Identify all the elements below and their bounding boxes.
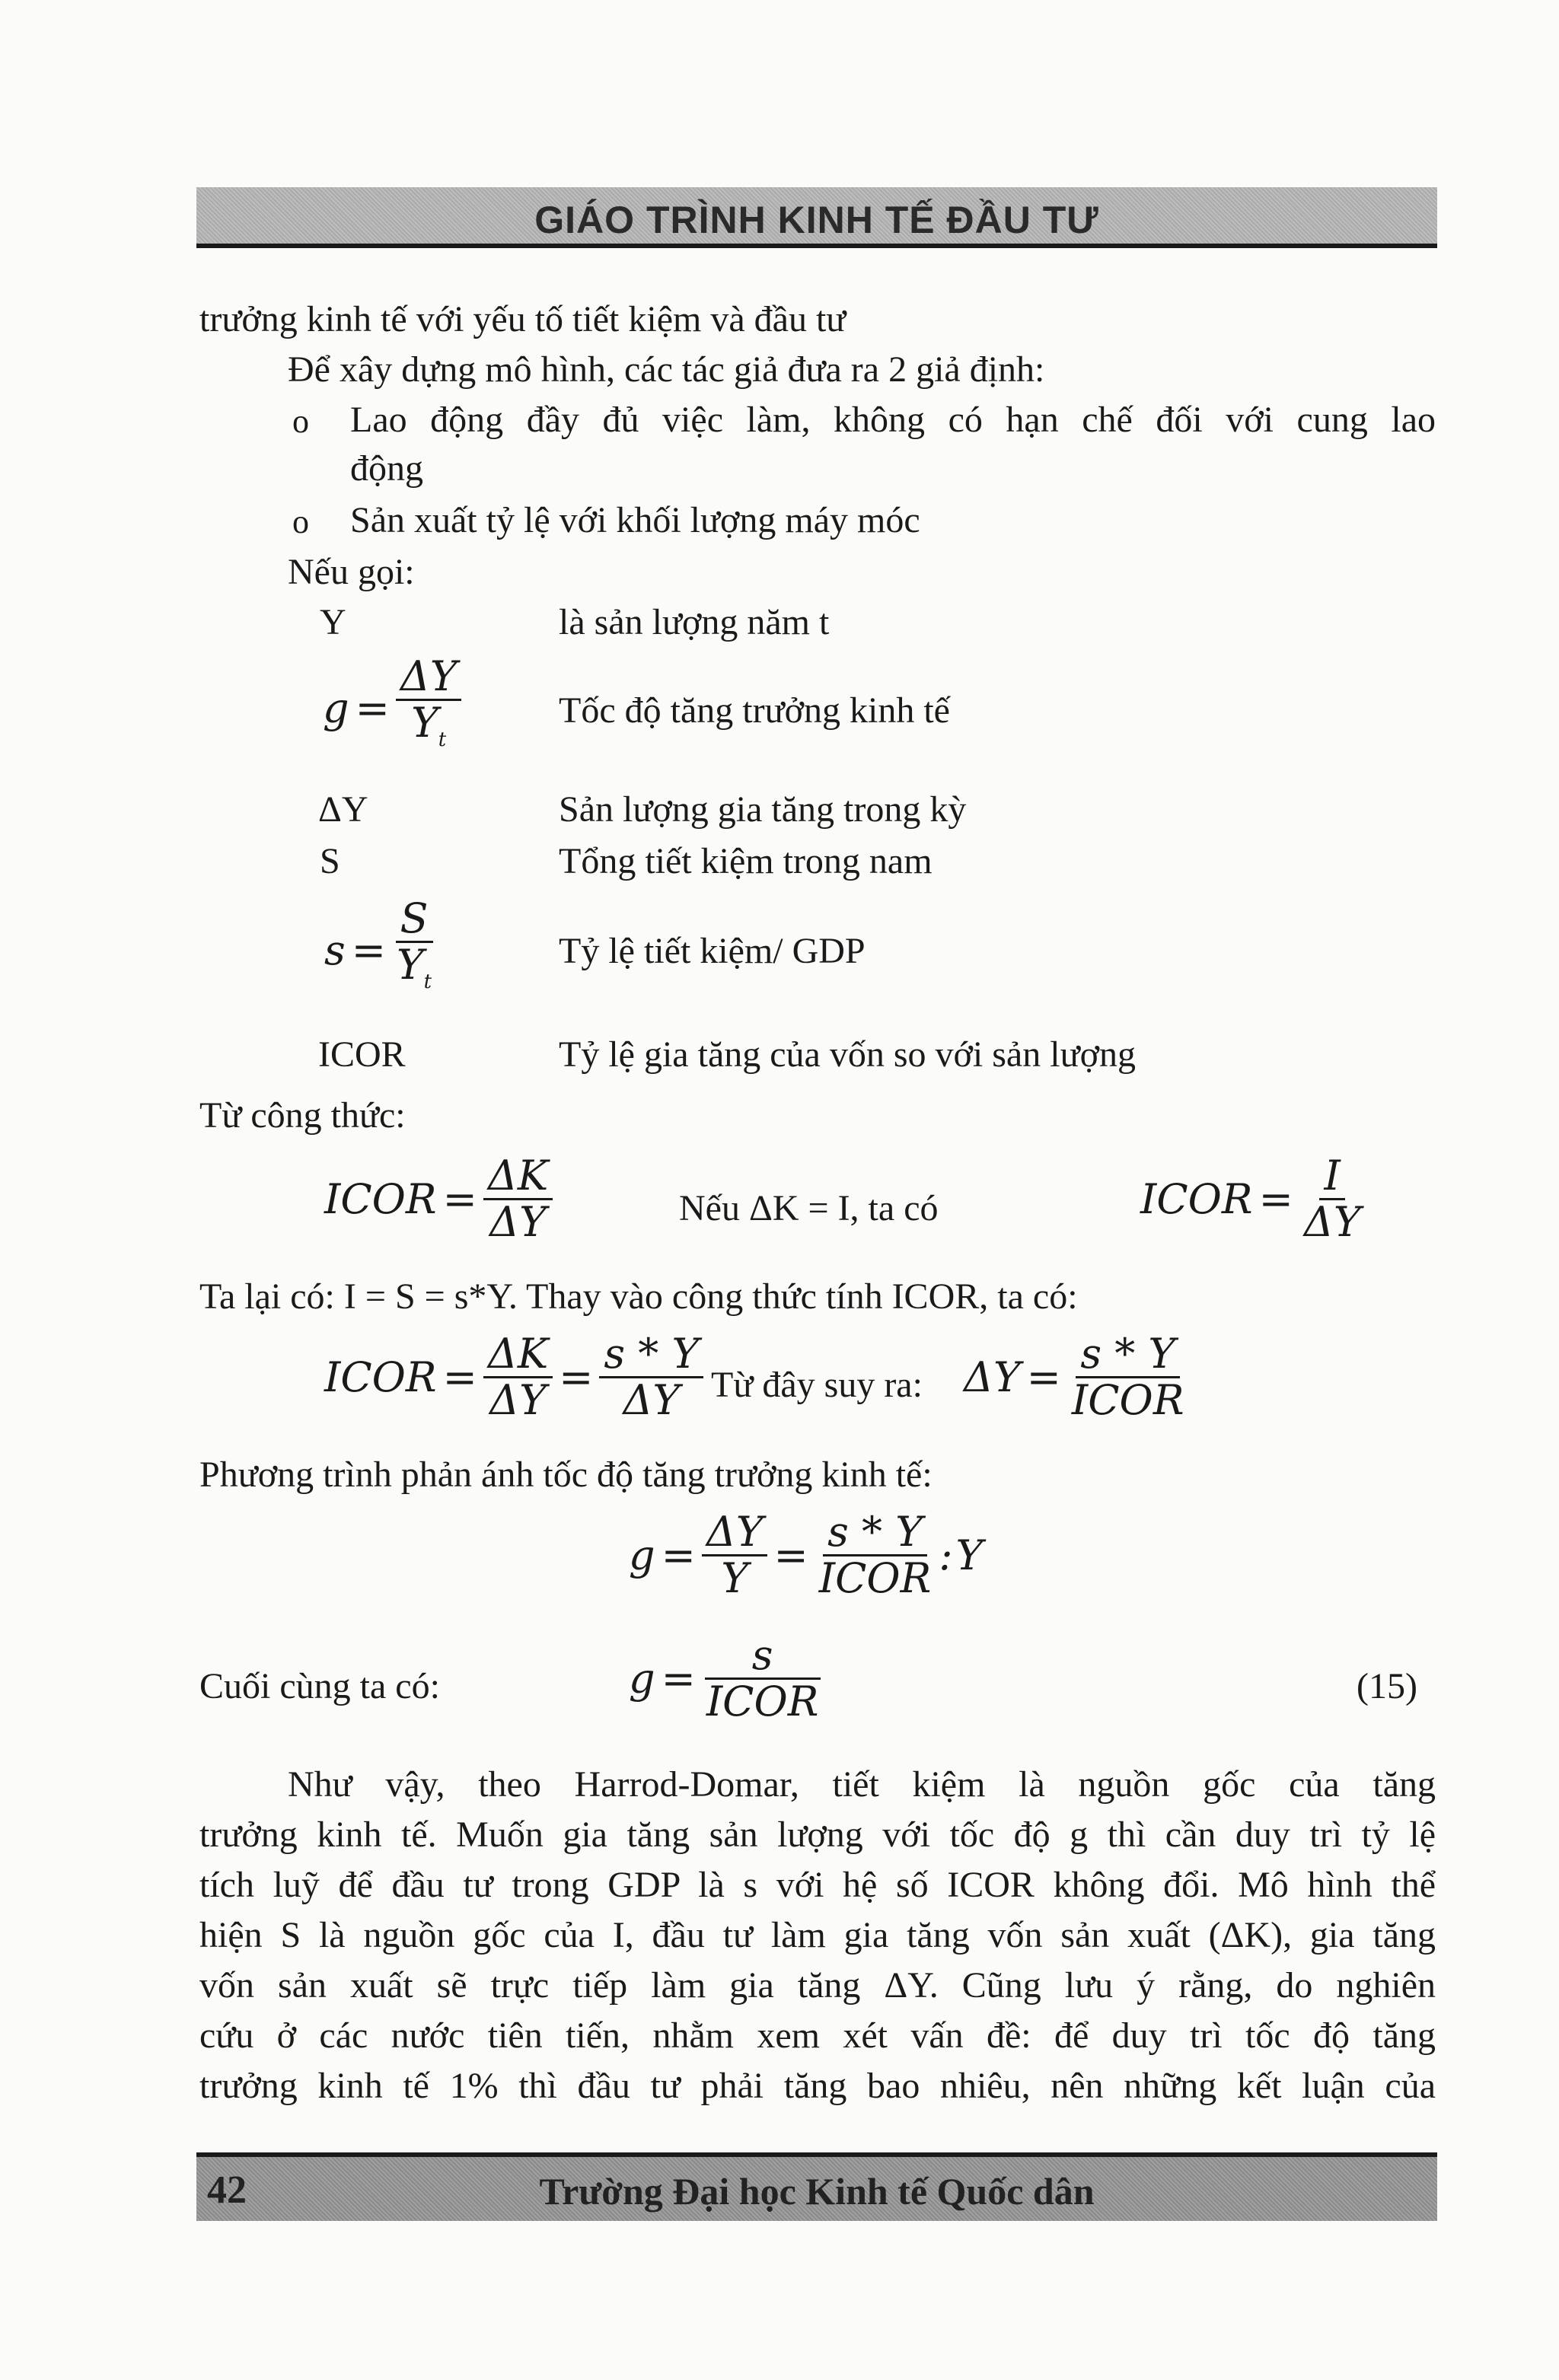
fraction bbox=[702, 1633, 824, 1724]
fraction bbox=[702, 1510, 768, 1601]
math-operator: = bbox=[773, 1531, 808, 1579]
math-operator: = bbox=[661, 1655, 696, 1703]
math-operator: = bbox=[355, 683, 390, 732]
math-symbol: Y bbox=[411, 699, 438, 747]
paragraph-line: cứu ở các nước tiên tiến, nhằm xem xét vấn đề: để duy trì tốc độ tăng bbox=[199, 2015, 1436, 2056]
fraction-denominator: Y bbox=[721, 1554, 748, 1602]
paragraph-line: vốn sản xuất sẽ trực tiếp làm gia tăng ΔY. Cũng lưu ý rằng, do nghiên bbox=[199, 1965, 1436, 2006]
definition-meaning: Tỷ lệ tiết kiệm/ GDP bbox=[559, 931, 866, 971]
harrod-domar-formula bbox=[629, 1633, 823, 1724]
bullet-marker: o bbox=[292, 503, 309, 540]
math-symbol: s bbox=[324, 926, 346, 974]
math-operator: = bbox=[559, 1353, 594, 1401]
math-subscript: t bbox=[423, 970, 432, 993]
math-operator: = bbox=[661, 1531, 696, 1579]
fraction bbox=[815, 1510, 936, 1601]
definition-meaning: là sản lượng năm t bbox=[559, 602, 830, 642]
fraction-numerator: s * Y bbox=[823, 1510, 927, 1556]
body-line: Từ công thức: bbox=[199, 1095, 406, 1136]
fraction bbox=[599, 1332, 703, 1423]
bullet-text-line: Lao động đầy đủ việc làm, không có hạn chế đối với cung lao bbox=[350, 400, 1436, 440]
output-growth-formula bbox=[964, 1332, 1188, 1423]
math-symbol: Y bbox=[955, 1531, 984, 1579]
fraction-numerator: s * Y bbox=[1076, 1332, 1180, 1378]
fraction-numerator: S bbox=[396, 897, 433, 943]
page-header bbox=[196, 187, 1437, 248]
fraction bbox=[483, 1332, 553, 1423]
definition-meaning: Tổng tiết kiệm trong nam bbox=[559, 841, 933, 881]
definition-meaning: Sản lượng gia tăng trong kỳ bbox=[559, 789, 967, 830]
fraction bbox=[1067, 1332, 1189, 1423]
fraction-numerator: ΔK bbox=[483, 1154, 553, 1200]
fraction-numerator: s bbox=[705, 1633, 821, 1680]
fraction-denominator: ΔY bbox=[489, 1198, 547, 1246]
body-line: Phương trình phản ánh tốc độ tăng trưởng kinh tế: bbox=[199, 1454, 933, 1495]
math-subscript: t bbox=[438, 728, 447, 751]
math-operator: = bbox=[442, 1175, 477, 1223]
icor-expanded-formula bbox=[324, 1332, 703, 1423]
header-title: GIÁO TRÌNH KINH TẾ ĐẦU TƯ bbox=[534, 199, 1099, 241]
math-symbol: Y bbox=[396, 941, 424, 989]
fraction-denominator: ICOR bbox=[706, 1677, 819, 1725]
math-operator: : bbox=[939, 1531, 953, 1579]
body-line: Cuối cùng ta có: bbox=[199, 1666, 440, 1706]
definition-symbol: ΔY bbox=[318, 789, 368, 830]
icor-formula bbox=[324, 1154, 553, 1244]
paragraph-line: hiện S là nguồn gốc của I, đầu tư làm gia tăng vốn sản xuất (ΔK), gia tăng bbox=[199, 1915, 1436, 1955]
math-symbol: g bbox=[629, 1531, 655, 1579]
fraction-numerator: ΔY bbox=[702, 1510, 768, 1556]
fraction-denominator bbox=[406, 701, 451, 762]
page-footer bbox=[196, 2152, 1437, 2221]
math-operator: = bbox=[442, 1353, 477, 1401]
definition-symbol: Y bbox=[320, 602, 346, 642]
equation-number: (15) bbox=[1357, 1666, 1417, 1706]
icor-investment-formula bbox=[1140, 1154, 1365, 1244]
math-symbol: ΔY bbox=[964, 1353, 1021, 1401]
definition-symbol: ICOR bbox=[318, 1034, 406, 1075]
fraction-numerator: s * Y bbox=[599, 1332, 703, 1378]
math-operator: = bbox=[351, 926, 386, 974]
fraction bbox=[396, 652, 462, 762]
growth-rate-formula bbox=[323, 652, 461, 762]
page-number: 42 bbox=[207, 2168, 247, 2212]
fraction-denominator: ICOR bbox=[1071, 1376, 1184, 1424]
body-line: Từ đây suy ra: bbox=[711, 1365, 923, 1405]
fraction-denominator bbox=[392, 943, 436, 1004]
math-symbol: g bbox=[629, 1655, 655, 1703]
math-operator: = bbox=[1258, 1175, 1293, 1223]
fraction-denominator: ICOR bbox=[818, 1554, 932, 1602]
fraction bbox=[483, 1154, 553, 1244]
body-line: Ta lại có: I = S = s*Y. Thay vào công thức tính ICOR, ta có: bbox=[199, 1276, 1078, 1317]
paragraph-line: tích luỹ để đầu tư trong GDP là s với hệ số ICOR không đổi. Mô hình thể bbox=[199, 1865, 1436, 1905]
body-line: Để xây dựng mô hình, các tác giả đưa ra 2 giả định: bbox=[288, 349, 1045, 390]
paragraph-line: trưởng kinh tế. Muốn gia tăng sản lượng với tốc độ g thì cần duy trì tỷ lệ bbox=[199, 1814, 1436, 1855]
fraction-denominator: ΔY bbox=[623, 1376, 681, 1424]
body-line: Nếu ΔK = I, ta có bbox=[679, 1188, 939, 1228]
bullet-text-continuation: động bbox=[350, 448, 423, 489]
math-symbol: g bbox=[323, 683, 349, 732]
math-symbol: ICOR bbox=[324, 1175, 437, 1223]
body-paragraph bbox=[199, 1760, 1436, 2111]
body-line: Nếu gọi: bbox=[288, 552, 415, 592]
body-line: trưởng kinh tế với yếu tố tiết kiệm và đầu tư bbox=[199, 299, 846, 339]
definition-meaning: Tỷ lệ gia tăng của vốn so với sản lượng bbox=[559, 1034, 1136, 1075]
bullet-text: Sản xuất tỷ lệ với khối lượng máy móc bbox=[350, 500, 920, 540]
bullet-marker: o bbox=[292, 403, 309, 440]
math-symbol: ICOR bbox=[324, 1353, 437, 1401]
definition-meaning: Tốc độ tăng trưởng kinh tế bbox=[559, 690, 950, 731]
bullet-text bbox=[350, 399, 1436, 441]
footer-school-name: Trường Đại học Kinh tế Quốc dân bbox=[539, 2170, 1095, 2213]
fraction-numerator: ΔY bbox=[396, 655, 462, 701]
fraction-denominator: ΔY bbox=[1303, 1198, 1361, 1246]
fraction-numerator: I bbox=[1319, 1154, 1344, 1200]
math-symbol: ICOR bbox=[1140, 1175, 1253, 1223]
fraction bbox=[1299, 1154, 1366, 1244]
definition-symbol: S bbox=[320, 841, 340, 881]
growth-derivation-formula bbox=[629, 1510, 983, 1601]
fraction-denominator: ΔY bbox=[489, 1376, 547, 1424]
fraction bbox=[392, 894, 436, 1004]
fraction-numerator: ΔK bbox=[483, 1332, 553, 1378]
paragraph-line: Như vậy, theo Harrod-Domar, tiết kiệm là nguồn gốc của tăng bbox=[288, 1764, 1436, 1805]
saving-rate-formula bbox=[324, 894, 436, 1004]
math-operator: = bbox=[1026, 1353, 1061, 1401]
paragraph-line: trưởng kinh tế 1% thì đầu tư phải tăng bao nhiêu, nên những kết luận của bbox=[199, 2066, 1436, 2106]
